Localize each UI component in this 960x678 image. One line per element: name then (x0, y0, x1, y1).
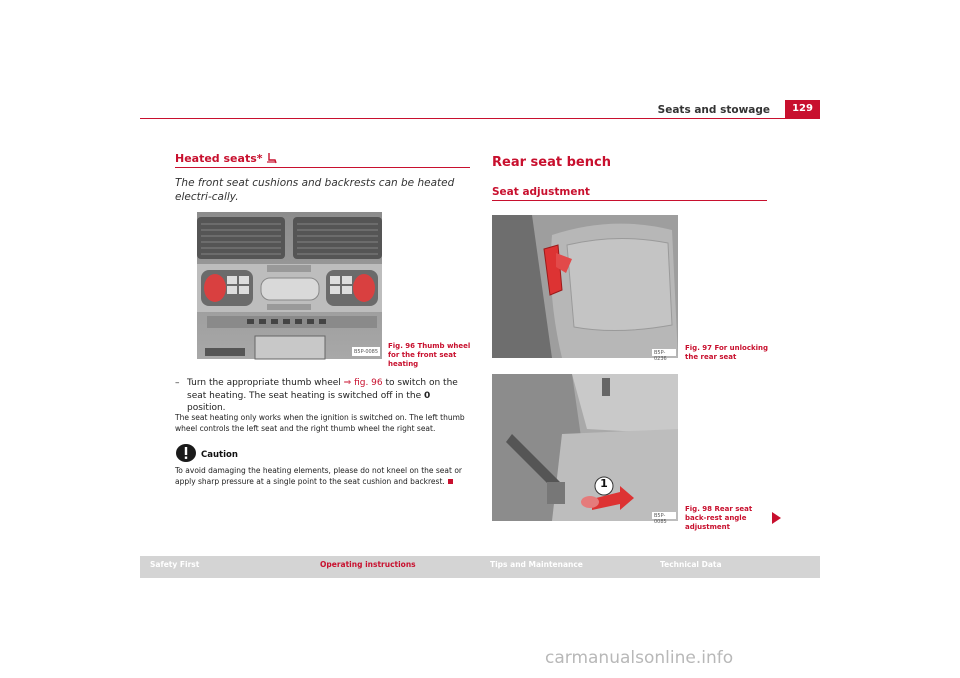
section-intro: The front seat cushions and backrests can be heated electri-cally. (175, 177, 455, 203)
page-number-badge: 129 (785, 100, 820, 118)
note-text: The seat heating only works when the ignition is switched on. The left thumb wheel controls the left seat and the right thumb wheel the right seat. (175, 413, 465, 433)
section-heading-heated-seats (175, 152, 277, 167)
watermark: carmanualsonline.info (545, 648, 734, 668)
caution-text: To avoid damaging the heating elements, please do not kneel on the seat or apply sharp pressure at a single point to the seat cushion and backrest. (175, 466, 462, 486)
caution-label: Caution (201, 450, 238, 460)
step-text-2: to switch on the seat heating. The seat heating is switched off in the (187, 378, 458, 401)
figure-97-caption: Fig. 97 For unlocking the rear seat (685, 344, 769, 361)
caution-header (175, 443, 238, 463)
section-rule (175, 167, 470, 168)
dashboard-controls-illustration (197, 212, 382, 359)
figure-97-rear-seat-unlock (492, 215, 678, 362)
figure-96-caption: Fig. 96 Thumb wheel for the front seat heating (388, 342, 471, 368)
callout-1: 1 (600, 477, 608, 490)
rear-seat-unlock-illustration (492, 215, 678, 358)
caution-icon (175, 443, 197, 463)
figure-96-heater-controls (197, 212, 382, 359)
header-rule (140, 118, 820, 119)
running-header-title: Seats and stowage (657, 104, 770, 116)
footer-tab-tips-and-maintenance[interactable]: Tips and Maintenance (490, 560, 583, 569)
section-heading-text: Heated seats* (175, 152, 263, 165)
section-rule-right (492, 200, 767, 201)
next-page-arrow-icon[interactable] (772, 512, 781, 524)
sub-heading-seat-adjustment: Seat adjustment (492, 186, 590, 198)
ref-arrow: ⇒ (343, 378, 352, 388)
figure-98-code: B5P-0085 (654, 513, 667, 525)
footer-tab-technical-data[interactable]: Technical Data (660, 560, 722, 569)
figure-98-caption: Fig. 98 Rear seat back-rest angle adjustment (685, 505, 753, 531)
footer-tab-safety-first[interactable]: Safety First (150, 560, 200, 569)
footer-tab-operating-instructions[interactable]: Operating instructions (320, 560, 416, 569)
step-text-3: position. (187, 403, 226, 413)
caution-body (175, 466, 470, 487)
instruction-step (175, 377, 470, 415)
end-of-section-marker (448, 479, 453, 484)
seat-heating-icon (266, 152, 277, 167)
footer-nav (140, 556, 820, 578)
backrest-adjustment-illustration (492, 374, 678, 521)
figure-code: B5P-0085 (354, 349, 379, 355)
figure-97-code: B5P-0236 (654, 350, 667, 362)
step-text-1: Turn the appropriate thumb wheel (187, 378, 344, 388)
figure-96-link[interactable]: fig. 96 (351, 378, 383, 388)
chapter-title: Rear seat bench (492, 155, 611, 170)
step-position-zero: 0 (424, 390, 431, 401)
step-dash: – (175, 378, 180, 388)
figure-98-backrest-adjustment (492, 374, 678, 525)
